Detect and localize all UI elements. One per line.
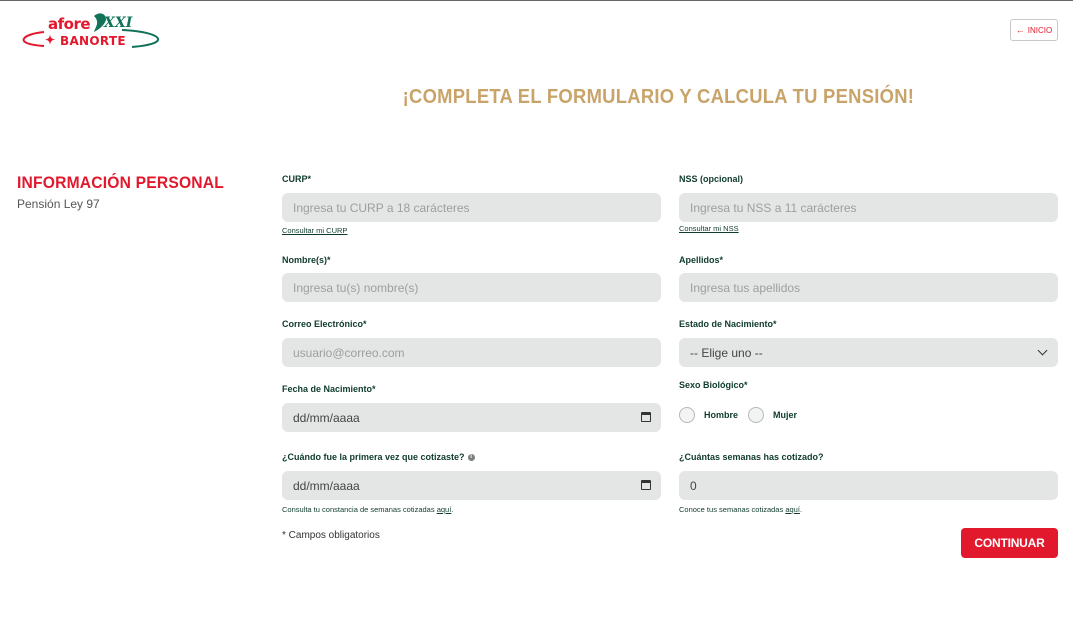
primera-cotizacion-label-wrap <box>282 452 475 462</box>
logo-afore-text: afore <box>48 15 91 33</box>
constancia-aqui-link[interactable]: aquí <box>436 505 452 514</box>
estado-label: Estado de Nacimiento* <box>679 319 777 329</box>
correo-placeholder: usuario@correo.com <box>293 345 405 360</box>
estado-select[interactable] <box>679 338 1058 367</box>
page-title: ¡COMPLETA EL FORMULARIO Y CALCULA TU PENSIÓN! <box>402 86 915 108</box>
sexo-radio-group <box>679 406 807 424</box>
curp-placeholder: Ingresa tu CURP a 18 carácteres <box>293 200 470 215</box>
primera-cotizacion-hint: Consulta tu constancia de semanas cotizadas aquí. <box>282 505 454 514</box>
correo-label: Correo Electrónico* <box>282 319 367 329</box>
estado-selected: -- Elige uno -- <box>690 345 763 360</box>
consultar-nss-link[interactable]: Consultar mi NSS <box>679 224 739 233</box>
primera-cotizacion-label: ¿Cuándo fue la primera vez que cotizaste? <box>282 452 465 462</box>
nombre-placeholder: Ingresa tu(s) nombre(s) <box>293 280 419 295</box>
curp-input[interactable] <box>282 193 661 222</box>
semanas-hint-text: Conoce tus semanas cotizadas <box>679 505 784 514</box>
info-icon[interactable]: i <box>468 454 475 461</box>
nss-input[interactable] <box>679 193 1058 222</box>
semanas-label: ¿Cuántas semanas has cotizado? <box>679 452 824 462</box>
consultar-curp-link[interactable]: Consultar mi CURP <box>282 226 348 235</box>
nss-placeholder: Ingresa tu NSS a 11 carácteres <box>690 200 857 215</box>
inicio-button[interactable] <box>1010 19 1058 41</box>
semanas-input[interactable] <box>679 471 1058 500</box>
constancia-hint-text: Consulta tu constancia de semanas cotizadas <box>282 505 435 514</box>
chevron-down-icon <box>1038 346 1048 356</box>
nss-label: NSS (opcional) <box>679 174 744 184</box>
logo-xxi-text: XXI <box>104 15 133 31</box>
semanas-value: 0 <box>690 478 697 493</box>
radio-mujer[interactable] <box>748 407 764 423</box>
calendar-icon[interactable] <box>641 412 651 422</box>
nombre-label: Nombre(s)* <box>282 255 331 265</box>
radio-mujer-label[interactable]: Mujer <box>773 410 798 420</box>
arrow-left-icon: ← <box>1015 25 1025 35</box>
fecha-nacimiento-placeholder: dd/mm/aaaa <box>293 410 360 425</box>
sexo-label: Sexo Biológico* <box>679 380 748 390</box>
nombre-input[interactable] <box>282 273 661 302</box>
semanas-hint: Conoce tus semanas cotizadas aquí. <box>679 505 803 514</box>
apellidos-input[interactable] <box>679 273 1058 302</box>
required-fields-note: * Campos obligatorios <box>282 530 380 541</box>
fecha-nacimiento-label: Fecha de Nacimiento* <box>282 384 376 394</box>
radio-hombre-label[interactable]: Hombre <box>704 410 739 420</box>
section-subtitle: Pensión Ley 97 <box>17 197 100 211</box>
correo-input[interactable] <box>282 338 661 367</box>
calendar-icon[interactable] <box>641 480 651 490</box>
primera-cotizacion-input[interactable] <box>282 471 661 500</box>
curp-label: CURP* <box>282 174 312 184</box>
fecha-nacimiento-input[interactable] <box>282 403 661 432</box>
continuar-button[interactable]: CONTINUAR <box>961 528 1058 558</box>
afore-banorte-logo[interactable] <box>14 12 166 52</box>
apellidos-placeholder: Ingresa tus apellidos <box>690 280 801 295</box>
banorte-mark-icon: ✦ <box>45 33 56 47</box>
semanas-aqui-link[interactable]: aquí <box>785 505 800 514</box>
radio-hombre[interactable] <box>679 407 695 423</box>
top-border <box>0 0 1073 1</box>
inicio-label: INICIO <box>1027 25 1053 35</box>
section-title: INFORMACIÓN PERSONAL <box>17 173 224 192</box>
logo-banorte-text: BANORTE <box>60 34 126 48</box>
primera-cotizacion-placeholder: dd/mm/aaaa <box>293 478 360 493</box>
apellidos-label: Apellidos* <box>679 255 724 265</box>
